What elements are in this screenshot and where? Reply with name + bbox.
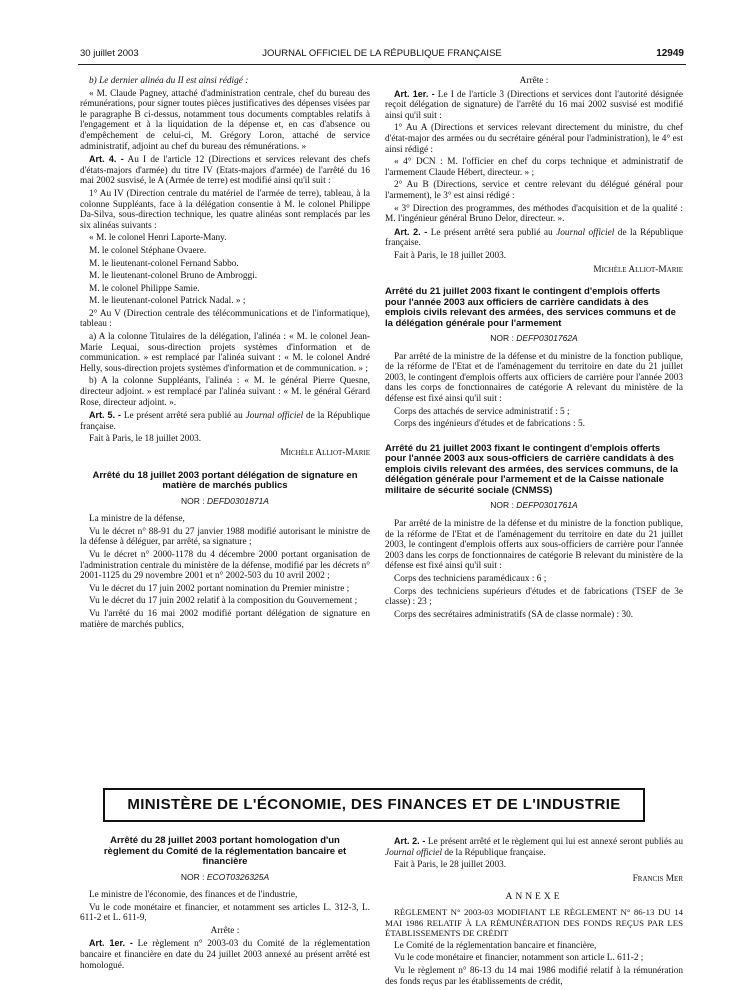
decree-title: Arrêté du 28 juillet 2003 portant homologation d'un règlement du Comité de la réglementation bancaire et financière [103,835,347,867]
article-5: Art. 5. - Le présent arrêté sera publié au Journal officiel de la République française. [80,410,370,432]
paragraph: Par arrêté de la ministre de la défense et du ministre de la fonction publique, de la réforme de l'Etat et de l'aménagement du territoire en date du 21 juillet 2003, le contingent d'emplois offerts aux sous-officiers de carrière pour l'année 2003 dans les corps de fonctionnaires de catégorie B relevant du ministère de la défense est fixé ainsi qu'il suit : [385,518,683,572]
list-item: M. le colonel Philippe Samie. [89,283,200,294]
decree-title: Arrêté du 21 juillet 2003 fixant le contingent d'emplois offerts pour l'année 2003 aux sous-officiers de carrière candidats à des emplois civils relevant des armées, des services communs, de la délégation générale pour l'armement et de la Caisse nationale militaire de sécurité sociale (CNMSS) [385,442,679,496]
paragraph: Corps des attachés de service administratif : 5 ; [394,406,570,417]
paragraph: Vu le code monétaire et financier, et notamment ses articles L. 312-3, L. 611-2 et L. 611-9, [80,902,370,924]
arrete-heading: Arrête : [210,925,240,936]
paragraph: « M. Claude Pagney, attaché d'administration centrale, chef du bureau des rémunérations, pour signer toutes pièces justificatives des dépenses visées par le paragraphe B ci-dessus, notamment tous documents comptables relatifs à l'engagement et à la liquidation de la dépense et, en cas d'absence ou d'empêchement de celui-ci, M. Grégory Loron, attaché de service administratif, adjoint au chef du bureau des rémunérations. » [80,88,370,152]
nor-reference: NOR : DEFD0301871A [181,495,269,506]
paragraph: « 4° DCN : M. l'officier en chef du corps technique et administratif de l'armement Claude Hébert, directeur. » ; [385,157,683,178]
article-2: Art. 2. - Le présent arrêté et le règlement qui lui est annexé seront publiés au Journal officiel de la République française. [385,836,684,858]
list-item: M. le lieutenant-colonel Bruno de Ambroggi. [89,271,258,282]
paragraph: Vu le règlement n° 86-13 du 14 mai 1986 modifié relatif à la rémunération des fonds reçus par les établissements de crédit, [385,965,683,987]
done-at: Fait à Paris, le 28 juillet 2003. [394,860,507,871]
paragraph: Vu le décret du 17 juin 2002 portant nomination du Premier ministre ; [89,583,350,594]
arrete-heading: Arrête : [519,76,549,86]
nor-reference: NOR : ECOT0326325A [180,871,270,882]
signature: Francis Mer [632,873,683,884]
paragraph: b) Le dernier alinéa du II est ainsi rédigé : [89,76,249,86]
nor-reference: NOR : DEFP0301761A [490,500,578,511]
signature: Michèle Alliot-Marie [280,448,370,458]
signature: Michèle Alliot-Marie [593,264,683,275]
decree-title: Arrêté du 18 juillet 2003 portant délégation de signature en matière de marchés publics [92,469,358,492]
done-at: Fait à Paris, le 18 juillet 2003. [394,250,507,261]
paragraph: Corps des secrétaires administratifs (SA de classe normale) : 30. [394,609,634,620]
list-item: M. le lieutenant-colonel Fernand Sabbo. [89,258,239,269]
paragraph: 2° Au V (Direction centrale des télécommunications et de l'informatique), tableau : [80,308,370,330]
done-at: Fait à Paris, le 18 juillet 2003. [89,434,202,445]
running-header [80,48,684,62]
paragraph: Corps des techniciens paramédicaux : 6 ; [394,573,547,584]
paragraph: Par arrêté de la ministre de la défense et du ministre de la fonction publique, de la réforme de l'Etat et de l'aménagement du territoire en date du 21 juillet 2003, le contingent d'emplois offerts aux officiers de carrière pour l'année 2003 dans les corps de fonctionnaires de catégorie A relevant du ministère de la défense est fixé ainsi qu'il suit : [385,351,683,405]
paragraph: Vu le code monétaire et financier, notamment son article L. 611-2 ; [394,953,644,964]
paragraph: Le ministre de l'économie, des finances et de l'industrie, [89,890,298,901]
list-item: M. le lieutenant-colonel Patrick Nadal. » ; [89,296,246,307]
column-right-bottom [385,836,683,989]
list-item: M. le colonel Stéphane Ovaere. [89,245,207,256]
annex-heading: ANNEXE [505,892,563,903]
paragraph: Vu le décret du 17 juin 2002 relatif à la composition du Gouvernement ; [89,596,358,607]
decree-title: Arrêté du 21 juillet 2003 fixant le contingent d'emplois offerts pour l'année 2003 aux officiers de carrière candidats à des emplois civils relevant des armées, des services communs et de la délégation générale pour l'armement [385,286,676,329]
ministry-banner: MINISTÈRE DE L'ÉCONOMIE, DES FINANCES ET DE L'INDUSTRIE [103,788,645,822]
paragraph: Corps des techniciens supérieurs d'études et de fabrications (TSEF de 3e classe) : 23 ; [385,586,683,608]
paragraph: 1° Au A (Directions et services relevant directement du ministre, du chef d'état-major des armées ou du secrétaire général pour l'administration), le 4° est ainsi rédigé : [385,123,683,155]
paragraph: Vu l'arrêté du 16 mai 2002 modifié portant délégation de signature en matière de marchés publics, [80,608,370,630]
issue-date: 30 juillet 2003 [80,48,139,59]
paragraph: a) A la colonne Titulaires de la délégation, l'alinéa : « M. le colonel Jean-Marie Lequai, sous-direction projets systèmes d'information et de communication. » est remplacé par l'alinéa suivant : « M. le colonel André Helly, sous-direction projets systèmes d'information et de communication. » ; [80,332,370,374]
paragraph: 2° Au B (Directions, service et centre relevant du délégué général pour l'armement), le 3° est ainsi rédigé : [385,180,683,201]
paragraph: Corps des ingénieurs d'études et de fabrications : 5. [394,419,585,430]
header-divider [78,64,686,65]
paragraph: La ministre de la défense, [89,514,185,525]
page-number: 12949 [656,48,684,59]
list-item: « M. le colonel Henri Laporte-Many. [89,233,227,244]
article-4: Art. 4. - Au I de l'article 12 (Directions et services relevant des chefs d'états-majors d'armée) du titre IV (Etats-majors d'armée) de l'arrêté du 16 mai 2002 susvisé, le A (Armée de terre) est modifié ainsi qu'il suit : [80,154,370,187]
regulation-title: RÈGLEMENT N° 2003-03 MODIFIANT LE RÈGLEMENT N° 86-13 DU 14 MAI 1986 RELATIF À LA RÉMUNÉRATION DES FONDS REÇUS PAR LES ÉTABLISSEMENTS DE CRÉDIT [385,906,683,939]
paragraph: Le Comité de la réglementation bancaire et financière, [394,940,597,951]
article-2: Art. 2. - Le présent arrêté sera publié au Journal officiel de la République française. [385,226,684,249]
journal-title: JOURNAL OFFICIEL DE LA RÉPUBLIQUE FRANÇAISE [262,48,502,59]
paragraph: « 3° Direction des programmes, des méthodes d'acquisition et de la qualité : M. l'ingénieur général Bruno Delor, directeur. ». [385,203,683,225]
article-1: Art. 1er. - Le I de l'article 3 (Directions et services dont l'autorité désignée reçoit délégation de signature) de l'arrêté du 16 mai 2002 susvisé est modifié ainsi qu'il suit : [385,88,684,121]
column-left-top [80,76,370,632]
paragraph: 1° Au IV (Direction centrale du matériel de l'armée de terre), tableau, à la colonne Suppléants, face à la délégation consentie à M. le colonel Philippe Da-Silva, sous-direction technique, les quatre alinéas sont remplacés par les six alinéas suivants : [80,188,370,231]
paragraph: Vu le décret n° 2000-1178 du 4 décembre 2000 portant organisation de l'administration centrale du ministère de la défense, modifié par les décrets n° 2001-1125 du 29 novembre 2001 et n° 2002-503 du 10 avril 2002 ; [80,549,370,582]
paragraph: Vu le décret n° 88-91 du 27 janvier 1988 modifié autorisant le ministre de la défense à déléguer, par arrêté, sa signature ; [80,526,370,548]
column-left-bottom [80,836,370,973]
nor-reference: NOR : DEFP0301762A [490,333,578,344]
paragraph: b) A la colonne Suppléants, l'alinéa : « M. le général Pierre Quesne, directeur adjoint. » est remplacé par l'alinéa suivant : « M. le général Gérard Rose, directeur adjoint. ». [80,376,370,408]
column-right-top [385,76,683,622]
article-1: Art. 1er. - Le règlement n° 2003-03 du Comité de la réglementation bancaire et financière en date du 24 juillet 2003 annexé au présent arrêté est homologué. [80,938,370,971]
